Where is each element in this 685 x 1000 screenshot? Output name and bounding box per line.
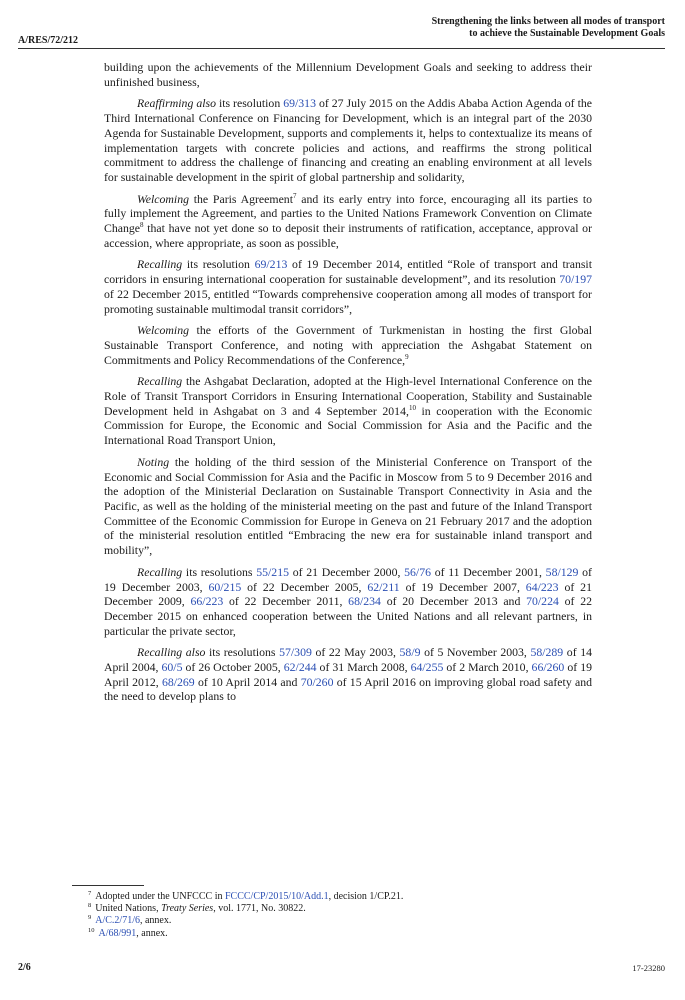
text-run: the holding of the third session of the Ministerial Conference on Transport of the Economic and Social Commission for Asia and the Pacific in Moscow from 5 to 9 December 2016 and the adoption of the Ministerial Declaration on Sustainable Transport Connectivity in Asia and the Pacific, as well as the holding of the ministerial meeting on the past and future of the Inland Transport Committee of the Economic Commission for Europe in Geneva on 21 February 2017 and the adoption of the ministerial resolution entitled “Embracing the new era for sustainable inland transport and mobility”, (104, 454, 592, 558)
paragraph-lead: Recalling (137, 257, 183, 272)
footnote-reference[interactable]: 10 (408, 403, 416, 412)
preamble-paragraph (104, 192, 592, 251)
preamble-paragraph (104, 645, 592, 704)
document-link[interactable]: 66/260 (531, 660, 565, 675)
text-run: of 11 December 2001, (431, 564, 546, 579)
text-run: of 19 December 2003, (104, 564, 592, 594)
document-link[interactable]: 64/255 (410, 660, 444, 675)
footnote-item (88, 903, 588, 915)
document-link[interactable]: 55/215 (256, 564, 290, 579)
preamble-paragraph (104, 565, 592, 639)
preamble-paragraph (104, 455, 592, 558)
running-title-line-1: Strengthening the links between all modes of transport (431, 16, 665, 27)
paragraph-lead: Reaffirming also (137, 96, 216, 111)
text-run: its resolution (182, 257, 255, 272)
document-link[interactable]: 58/289 (530, 645, 564, 660)
text-run: its resolutions (182, 564, 257, 579)
document-link[interactable]: 68/234 (348, 594, 381, 609)
document-code: 17-23280 (632, 963, 665, 973)
document-link[interactable]: 56/76 (404, 564, 431, 579)
footnote-item (88, 891, 588, 903)
footnote-number: 9 (88, 914, 92, 922)
document-link[interactable]: 58/129 (545, 564, 579, 579)
document-symbol: A/RES/72/212 (18, 35, 79, 46)
footnotes (88, 891, 588, 940)
document-link[interactable]: 70/197 (559, 272, 592, 287)
footnote-reference[interactable]: 7 (292, 191, 297, 200)
paragraph-lead: Welcoming (137, 191, 189, 206)
text-run: of 22 May 2003, (311, 645, 400, 660)
footnote-number: 8 (88, 902, 92, 910)
document-link[interactable]: FCCC/CP/2015/10/Add.1 (224, 891, 329, 902)
text-run: of 31 March 2008, (316, 660, 411, 675)
text-run: Adopted under the UNFCCC in (95, 891, 225, 902)
paragraph-lead: Recalling (137, 564, 183, 579)
document-link[interactable]: 57/309 (279, 645, 312, 660)
text-run: of 21 December 2009, (104, 579, 592, 609)
text-run: of 19 April 2012, (104, 660, 592, 689)
document-link[interactable]: 68/269 (161, 674, 195, 689)
text-run: its resolution (215, 96, 284, 111)
preamble-paragraph (104, 60, 592, 89)
page-header (18, 16, 665, 46)
document-link[interactable]: 58/9 (399, 645, 421, 660)
document-link[interactable]: 62/244 (283, 660, 317, 675)
header-rule (18, 48, 665, 49)
text-run: United Nations, (95, 903, 162, 915)
paragraph-lead: Recalling also (137, 645, 206, 660)
document-link[interactable]: 70/260 (300, 674, 334, 689)
text-run: of 27 July 2015 on the Addis Ababa Action Agenda of the Third International Conference on Financing for Development, which is an integral part of the 2030 Agenda for Sustainable Development, supports and complements it, helps to contextualize its means of implementation targets with concrete policies and actions, and reaffirms the strong political commitment to address the challenge of financing and creating an enabling environment at all levels for sustainable development in the spirit of global partnership and solidarity, (104, 96, 592, 184)
text-run: , vol. 1771, No. 30822. (213, 903, 306, 915)
running-title-line-2: to achieve the Sustainable Development Goals (469, 28, 665, 39)
text-run: of 26 October 2005, (182, 660, 284, 675)
preamble-paragraph (104, 96, 592, 184)
document-link[interactable]: 64/223 (525, 579, 559, 594)
text-run: of 19 December 2007, (399, 579, 526, 594)
text-run: of 22 December 2011, (223, 594, 349, 609)
text-run: of 22 December 2005, (241, 579, 368, 594)
document-link[interactable]: A/C.2/71/6 (95, 915, 140, 927)
document-link[interactable]: 70/224 (526, 594, 559, 609)
text-run: of 15 April 2016 on improving global road safety and the need to develop plans to (104, 674, 593, 704)
footnote-number: 7 (88, 890, 92, 897)
text-run: building upon the achievements of the Millennium Development Goals and seeking to address their unfinished business, (104, 60, 592, 89)
text-run: its resolutions (205, 645, 280, 660)
text-run: , annex. (139, 915, 172, 927)
document-link[interactable]: 60/215 (208, 579, 242, 594)
resolution-body (104, 60, 592, 711)
text-run: the Ashgabat Declaration, adopted at the High-level International Conference on the Role of Transit Transport Corridors in Ensuring International Cooperation, Stability and Sustainable Development held in Ashgabat on 3 and 4 September 2014, (104, 374, 592, 418)
document-link[interactable]: A/68/991 (98, 927, 137, 939)
text-run: the Paris Agreement (189, 191, 293, 206)
document-link[interactable]: 60/5 (161, 660, 183, 675)
footnote-reference[interactable]: 8 (140, 221, 144, 230)
preamble-paragraph (104, 257, 592, 316)
text-run: of 20 December 2013 and (380, 594, 527, 609)
footnote-item (88, 915, 588, 927)
text-run: of 22 December 2015 on enhanced cooperation between the United Nations and all relevant partners, in particular the private sector, (104, 594, 592, 638)
text-run: of 19 December 2014, entitled “Role of transport and transit corridors in ensuring international cooperation for sustainable development”, and its resolution (104, 257, 592, 287)
text-run: and its early entry into force, encouraging all its parties to fully implement the Agreement, and parties to the United Nations Framework Convention on Climate Change (104, 191, 593, 236)
footnote-reference[interactable]: 9 (405, 352, 409, 361)
text-run: that have not yet done so to deposit their instruments of ratification, acceptance, approval or accession, where appropriate, as soon as possible, (104, 221, 592, 250)
document-link[interactable]: 69/313 (283, 96, 316, 111)
document-link[interactable]: 69/213 (254, 257, 288, 272)
document-link[interactable]: 62/211 (367, 579, 400, 594)
text-run: in cooperation with the Economic Commission for Europe, the Economic and Social Commission for Asia and the Pacific and the International Road Transport Union, (104, 403, 592, 448)
text-run: of 21 December 2000, (289, 564, 405, 579)
running-title (432, 16, 665, 40)
document-link[interactable]: 66/223 (190, 594, 224, 609)
text-run: of 5 November 2003, (420, 645, 531, 660)
italic-text: Treaty Series (161, 903, 214, 915)
footnote-number: 10 (88, 926, 95, 934)
preamble-paragraph (104, 323, 592, 367)
footnote-separator (72, 885, 144, 886)
text-run: of 22 December 2015, entitled “Towards comprehensive cooperation among all modes of transport for promoting sustainable multimodal transit corridors”, (104, 286, 592, 316)
paragraph-lead: Noting (137, 454, 170, 469)
text-run: of 10 April 2014 and (194, 674, 301, 689)
text-run: of 14 April 2004, (104, 645, 592, 675)
paragraph-lead: Recalling (137, 374, 183, 389)
text-run: the efforts of the Government of Turkmenistan in hosting the first Global Sustainable Transport Conference, and noting with appreciation the Ashgabat Statement on Commitments and Policy Recommendations of the Conference, (104, 323, 592, 367)
preamble-paragraph (104, 374, 592, 448)
text-run: , annex. (136, 927, 168, 939)
footnote-item (88, 928, 588, 940)
text-run: , decision 1/CP.21. (328, 891, 404, 902)
text-run: of 2 March 2010, (443, 660, 532, 675)
paragraph-lead: Welcoming (137, 323, 189, 338)
page-number: 2/6 (18, 962, 31, 973)
